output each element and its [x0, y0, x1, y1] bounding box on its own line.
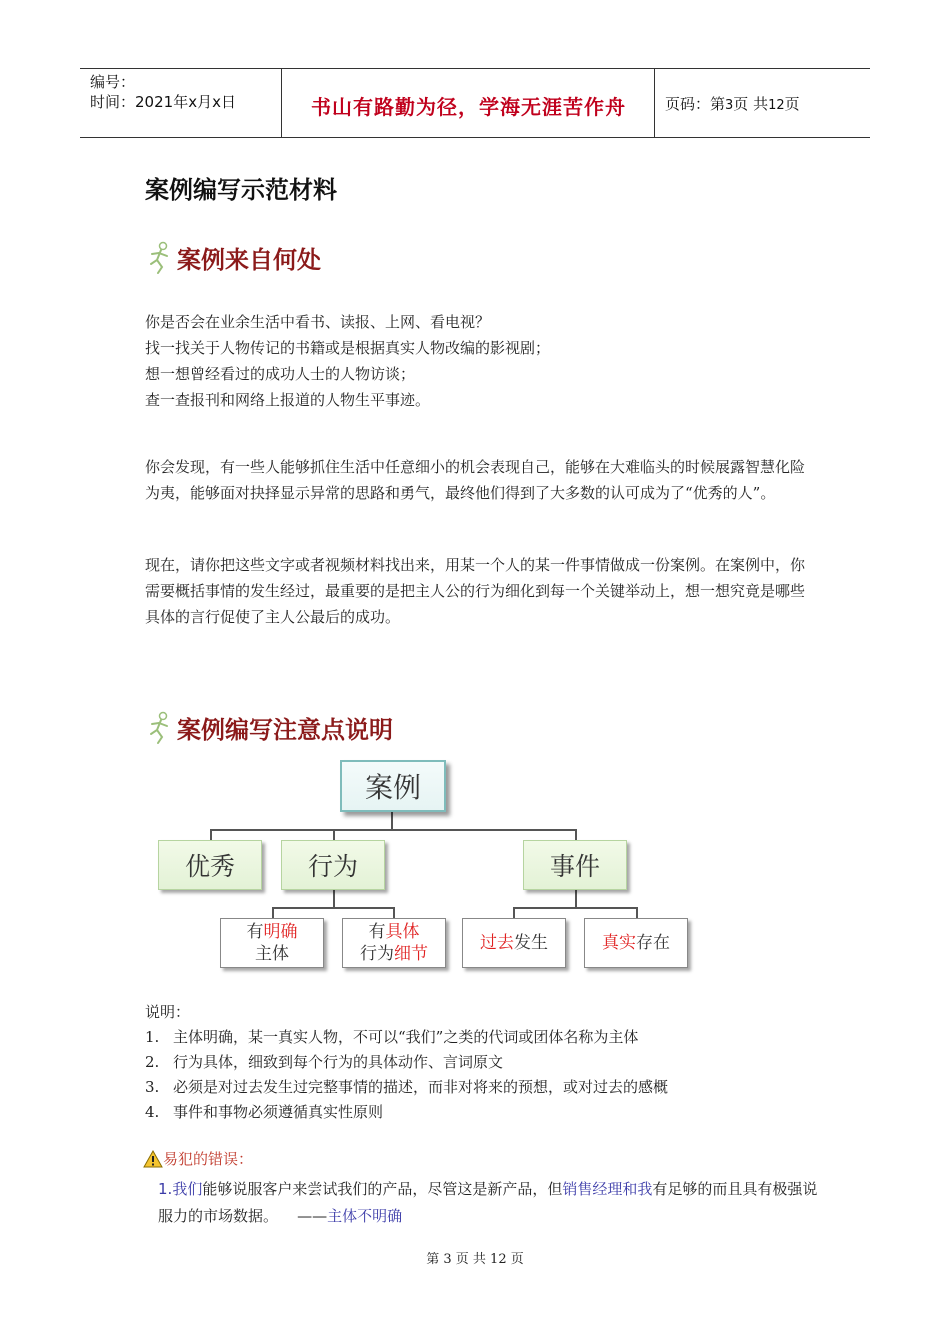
list-number: 1. [145, 1028, 160, 1046]
error-number: 1. [158, 1180, 173, 1198]
error-text: 能够说服客户来尝试我们的产品，尽管这是新产品，但 [202, 1180, 563, 1198]
header-table [80, 68, 870, 138]
text-line: 找一找关于人物传记的书籍或是根据真实人物改编的影视剧； [145, 339, 551, 357]
page-total: 12 [768, 98, 785, 113]
leaf-text: 存在 [636, 933, 670, 953]
list-item [145, 1075, 845, 1100]
error-highlight: 我们 [172, 1180, 203, 1198]
leaf-highlight: 细节 [394, 944, 428, 964]
leaf-highlight: 真实 [602, 933, 636, 953]
list-item [145, 1050, 845, 1075]
section-heading-1 [143, 240, 321, 275]
page-footer: 第 3 页 共 12 页 [426, 1252, 524, 1267]
notes-label: 说明： [145, 1003, 191, 1021]
error-dash: —— [297, 1207, 328, 1225]
error-highlight: 销售经理和我 [562, 1180, 653, 1198]
list-text: 必须是对过去发生过完整事情的描述，而非对将来的预想，或对过去的感概 [173, 1078, 669, 1096]
section1-lines [145, 309, 805, 413]
page-indicator [665, 93, 800, 114]
errors-heading [143, 1148, 253, 1169]
leaf-text: 发生 [514, 933, 548, 953]
runner-icon [143, 711, 175, 745]
page-title: 案例编写示范材料 [145, 176, 337, 204]
connector [210, 829, 576, 831]
connector [575, 890, 577, 908]
section-heading-text: 案例编写注意点说明 [177, 716, 393, 744]
paragraph: 你会发现，有一些人能够抓住生活中任意细小的机会表现自己，能够在大难临头的时候展露智慧化险为夷，能够面对抉择显示异常的思路和勇气，最终他们得到了大多数的认可成为了“优秀的人”。 [145, 458, 806, 502]
leaf-highlight: 过去 [480, 933, 514, 953]
leaf-highlight: 具体 [385, 922, 420, 942]
list-text: 主体明确，某一真实人物，不可以“我们”之类的代词或团体名称为主体 [173, 1028, 639, 1046]
list-item [145, 1100, 845, 1125]
diagram-node: 行为 [281, 840, 385, 890]
section-heading-text: 案例来自何处 [177, 246, 321, 274]
runner-icon [143, 241, 175, 275]
notes-list [145, 1000, 845, 1125]
error-highlight: 主体不明确 [327, 1207, 403, 1225]
list-text: 行为具体，细致到每个行为的具体动作、言词原文 [173, 1053, 504, 1071]
list-number: 3. [145, 1078, 160, 1096]
connector [391, 812, 393, 830]
error-example [158, 1176, 818, 1230]
list-item [145, 1025, 845, 1050]
list-number: 2. [145, 1053, 160, 1071]
page-suffix: 页 [784, 95, 800, 113]
diagram-leaf [342, 918, 446, 968]
list-number: 4. [145, 1103, 160, 1121]
header-meta [90, 72, 236, 112]
time-value: 2021年x月x日 [135, 93, 236, 111]
diagram-root: 案例 [340, 760, 446, 812]
leaf-text: 主体 [255, 944, 289, 964]
diagram-leaf [462, 918, 566, 968]
list-text: 事件和事物必须遵循真实性原则 [173, 1103, 384, 1121]
page-label: 页码：第 [665, 95, 726, 113]
connector [513, 907, 637, 909]
section-heading-2 [143, 710, 393, 745]
error-text: 有足够的而且具有极强说服力的市场数据。 [158, 1180, 818, 1225]
leaf-text: 行为 [360, 944, 394, 964]
page-current: 3 [725, 98, 734, 113]
diagram-leaf [584, 918, 688, 968]
motto: 书山有路勤为径，学海无涯苦作舟 [311, 95, 626, 119]
leaf-text: 有 [368, 922, 386, 942]
warning-icon [143, 1150, 163, 1168]
time-label: 时间： [90, 93, 136, 111]
text-line: 查一查报刊和网络上报道的人物生平事迹。 [145, 391, 431, 409]
connector [333, 890, 335, 908]
diagram-leaf [220, 918, 324, 968]
text-line: 想一想曾经看过的成功人士的人物访谈； [145, 365, 416, 383]
text-line: 你是否会在业余生活中看书、读报、上网、看电视？ [145, 313, 491, 331]
paragraph: 现在，请你把这些文字或者视频材料找出来，用某一个人的某一件事情做成一份案例。在案例中，你需要概括事情的发生经过，最重要的是把主人公的行为细化到每一个关键举动上，想一想究竟是哪些具体的言行促使了主人公最后的成功。 [145, 556, 806, 626]
leaf-highlight: 明确 [263, 922, 298, 942]
page-of: 页 共 [733, 95, 769, 113]
leaf-text: 有 [246, 922, 264, 942]
diagram-node: 事件 [523, 840, 627, 890]
number-label: 编号： [90, 73, 136, 91]
diagram-node: 优秀 [158, 840, 262, 890]
errors-label: 易犯的错误： [163, 1150, 254, 1168]
connector [272, 907, 394, 909]
